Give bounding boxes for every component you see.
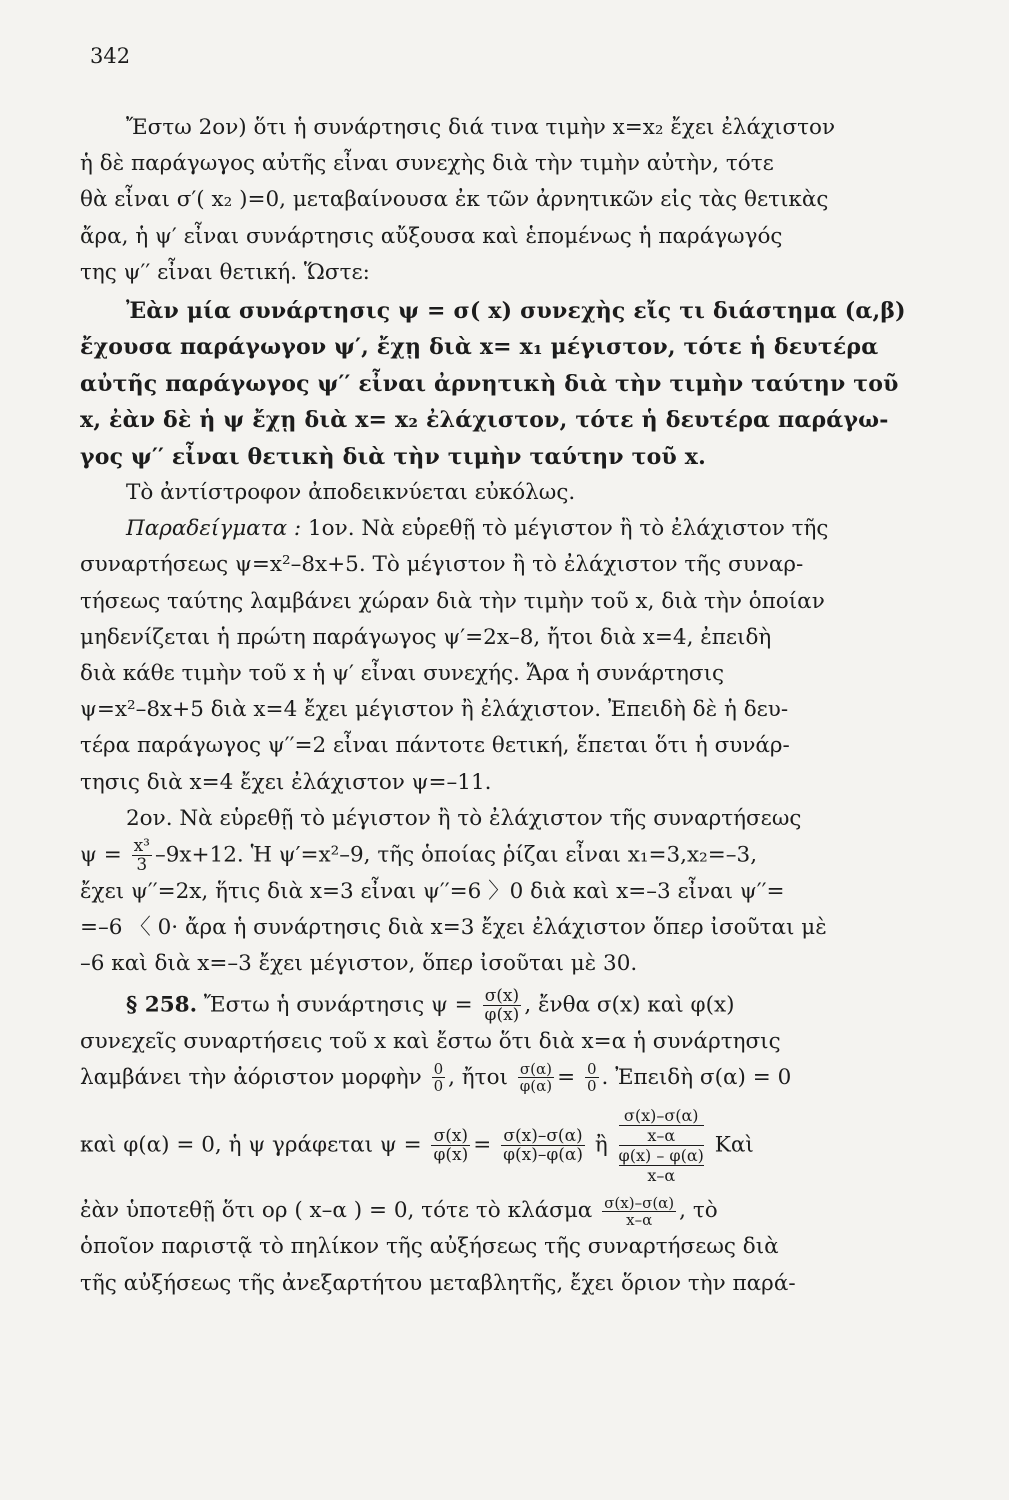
fraction — [602, 1195, 676, 1228]
fraction — [431, 1127, 470, 1164]
text-line: ἔχει ψ′′=2x, ἥτις διὰ x=3 εἶναι ψ′′=6 〉0 διὰ καὶ x=–3 εἶναι ψ′′= — [80, 879, 785, 905]
fraction-denominator: x–α — [647, 1126, 676, 1146]
fraction-denominator: x–α — [626, 1210, 653, 1229]
theorem-statement — [80, 293, 940, 475]
fraction-numerator: σ(x) — [431, 1127, 470, 1146]
formula-line — [80, 1106, 940, 1185]
text-span: ψ = — [80, 842, 122, 868]
fraction-numerator: x³ — [133, 836, 150, 857]
text-line: ἄρα, ἡ ψ′ εἶναι συνάρτησις αὔξουσα καὶ ἑπομένως ἡ παράγωγός — [80, 223, 783, 249]
text-line: της ψ′′ εἶναι θετική. Ὥστε: — [80, 259, 370, 285]
text-line: διὰ κάθε τιμὴν τοῦ x ἡ ψ′ εἶναι συνεχής. Ἄρα ἡ συνάρτησις — [80, 661, 725, 687]
text-line: συναρτήσεως ψ=x²–8x+5. Τὸ μέγιστον ἢ τὸ ἐλάχιστον τῆς συναρ- — [80, 552, 804, 578]
text-line: συνεχεῖς συναρτήσεις τοῦ x καὶ ἔστω ὅτι διὰ x=α ἡ συνάρτησις — [80, 1028, 781, 1054]
fraction-denominator: φ(x) — [433, 1145, 469, 1166]
fraction-numerator: 0 — [433, 1060, 444, 1079]
converse-note: Τὸ ἀντίστροφον ἀποδεικνύεται εὐκόλως. — [126, 480, 576, 506]
theorem-line: ἔχουσα παράγωγον ψ′, ἔχῃ διὰ x= x₁ μέγιστον, τότε ἡ δευτέρα — [80, 334, 879, 361]
text-span: , ἔνθα σ(x) καὶ φ(x) — [524, 992, 735, 1018]
fraction — [132, 837, 152, 874]
text-span: –9x+12. Ἡ ψ′=x²–9, τῆς ὁποίας ῥίζαι εἶναι x₁=3,x₂=–3, — [154, 842, 758, 868]
fraction-numerator: σ(x) — [483, 987, 522, 1006]
text-line — [80, 511, 940, 547]
text-span: = — [557, 1064, 576, 1090]
fraction-denominator: 0 — [587, 1077, 597, 1096]
fraction — [501, 1127, 585, 1164]
text-line: Ἔστω 2ον) ὅτι ἡ συνάρτησις διά τινα τιμὴν x=x₂ ἔχει ἐλάχιστον — [126, 115, 836, 140]
theorem-line: αὐτῆς παράγωγος ψ′′ εἶναι ἀρνητικὴ διὰ τὴν τιμὴν ταύτην τοῦ — [80, 370, 899, 397]
text-line — [80, 1060, 940, 1096]
page-number: 342 — [90, 44, 131, 68]
fraction-denominator: φ(α) — [519, 1077, 553, 1096]
fraction — [432, 1061, 446, 1094]
paragraph-minimum-case — [80, 110, 940, 291]
theorem-line: x, ἐὰν δὲ ἡ ψ ἔχῃ διὰ x= x₂ ἐλάχιστον, τότε ἡ δευτέρα παράγω- — [80, 407, 889, 434]
text-line: ὁποῖον παριστᾷ τὸ πηλίκον τῆς αὐξήσεως τῆς συναρτήσεως διὰ — [80, 1234, 779, 1260]
fraction-numerator: σ(α) — [518, 1061, 554, 1078]
text-line — [80, 837, 940, 874]
fraction-denominator: φ(x)–φ(α) — [503, 1145, 583, 1166]
compound-denominator — [619, 1146, 704, 1185]
example-1 — [80, 511, 940, 801]
text-span: , τὸ — [679, 1198, 718, 1224]
text-line: –6 καὶ διὰ x=–3 ἔχει μέγιστον, ὅπερ ἰσοῦται μὲ 30. — [80, 951, 638, 977]
compound-fraction — [619, 1106, 704, 1185]
text-line: ἡ δὲ παράγωγος αὐτῆς εἶναι συνεχὴς διὰ τὴν τιμὴν αὐτὴν, τότε — [80, 151, 774, 177]
text-span: καὶ φ(α) = 0, ἡ ψ γράφεται ψ = — [80, 1132, 422, 1158]
text-span: , ἤτοι — [448, 1064, 508, 1090]
text-line — [80, 1193, 940, 1229]
examples-heading: Παραδείγματα : — [126, 516, 302, 542]
text-span: ἐὰν ὑποτεθῇ ὅτι ορ ( x–α ) = 0, τότε τὸ κλάσμα — [80, 1198, 593, 1224]
text-span: . Ἐπειδὴ σ(α) = 0 — [601, 1064, 792, 1090]
text-line: μηδενίζεται ἡ πρώτη παράγωγος ψ′=2x–8, ἤτοι διὰ x=4, ἐπειδὴ — [80, 624, 772, 650]
text-span: = — [473, 1132, 492, 1158]
text-span: Καὶ — [707, 1132, 754, 1158]
text-line: =–6 〈 0· ἄρα ἡ συνάρτησις διὰ x=3 ἔχει ἐλάχιστον ὅπερ ἰσοῦται μὲ — [80, 915, 827, 941]
text-line: τέρα παράγωγος ψ′′=2 εἶναι πάντοτε θετική, ἕπεται ὅτι ἡ συνάρ- — [80, 733, 790, 759]
fraction-numerator: σ(x)–σ(α) — [501, 1127, 585, 1146]
fraction — [585, 1061, 599, 1094]
section-258 — [80, 987, 940, 1302]
fraction-denominator: φ(x) — [484, 1004, 520, 1025]
fraction-denominator: 3 — [136, 855, 148, 876]
fraction-numerator: 0 — [587, 1060, 597, 1079]
text-span: λαμβάνει τὴν ἀόριστον μορφὴν — [80, 1064, 422, 1090]
example-2 — [80, 801, 940, 983]
section-number: § 258. — [126, 992, 198, 1018]
text-line: 2ον. Νὰ εὑρεθῇ τὸ μέγιστον ἢ τὸ ἐλάχιστον τῆς συναρτήσεως — [126, 805, 802, 831]
theorem-line: Ἐὰν μία συνάρτησις ψ = σ( x) συνεχὴς εἴς τι διάστημα (α,β) — [126, 298, 906, 325]
text-line: τήσεως ταύτης λαμβάνει χώραν διὰ τὴν τιμὴν τοῦ x, διὰ τὴν ὁποίαν — [80, 588, 825, 614]
text-line: θὰ εἶναι σ′( x₂ )=0, μεταβαίνουσα ἐκ τῶν ἀρνητικῶν εἰς τὰς θετικὰς — [80, 187, 829, 213]
fraction-denominator: 0 — [433, 1077, 444, 1096]
text-span: Ἔστω ἡ συνάρτησις ψ = — [197, 992, 473, 1018]
fraction-numerator: σ(x)–σ(α) — [604, 1193, 675, 1212]
theorem-line: γος ψ′′ εἶναι θετικὴ διὰ τὴν τιμὴν ταύτην τοῦ x. — [80, 443, 706, 470]
compound-numerator — [619, 1106, 704, 1146]
fraction — [518, 1061, 554, 1094]
fraction-numerator: σ(x)–σ(α) — [619, 1106, 704, 1126]
text-line — [80, 987, 940, 1024]
fraction — [483, 987, 522, 1024]
page-body — [80, 110, 940, 1302]
fraction-numerator: φ(x) – φ(α) — [618, 1146, 704, 1166]
text-line: ψ=x²–8x+5 διὰ x=4 ἔχει μέγιστον ἢ ἐλάχιστον. Ἐπειδὴ δὲ ἡ δευ- — [80, 697, 789, 723]
text-line: τησις διὰ x=4 ἔχει ἐλάχιστον ψ=–11. — [80, 769, 492, 795]
text-line: τῆς αὐξήσεως τῆς ἀνεξαρτήτου μεταβλητῆς, ἔχει ὅριον τὴν παρά- — [80, 1270, 796, 1296]
text-span: ἢ — [587, 1132, 615, 1158]
fraction-denominator: x–α — [647, 1166, 676, 1186]
text-span: 1ον. Νὰ εὑρεθῇ τὸ μέγιστον ἢ τὸ ἐλάχιστον τῆς — [301, 516, 829, 542]
